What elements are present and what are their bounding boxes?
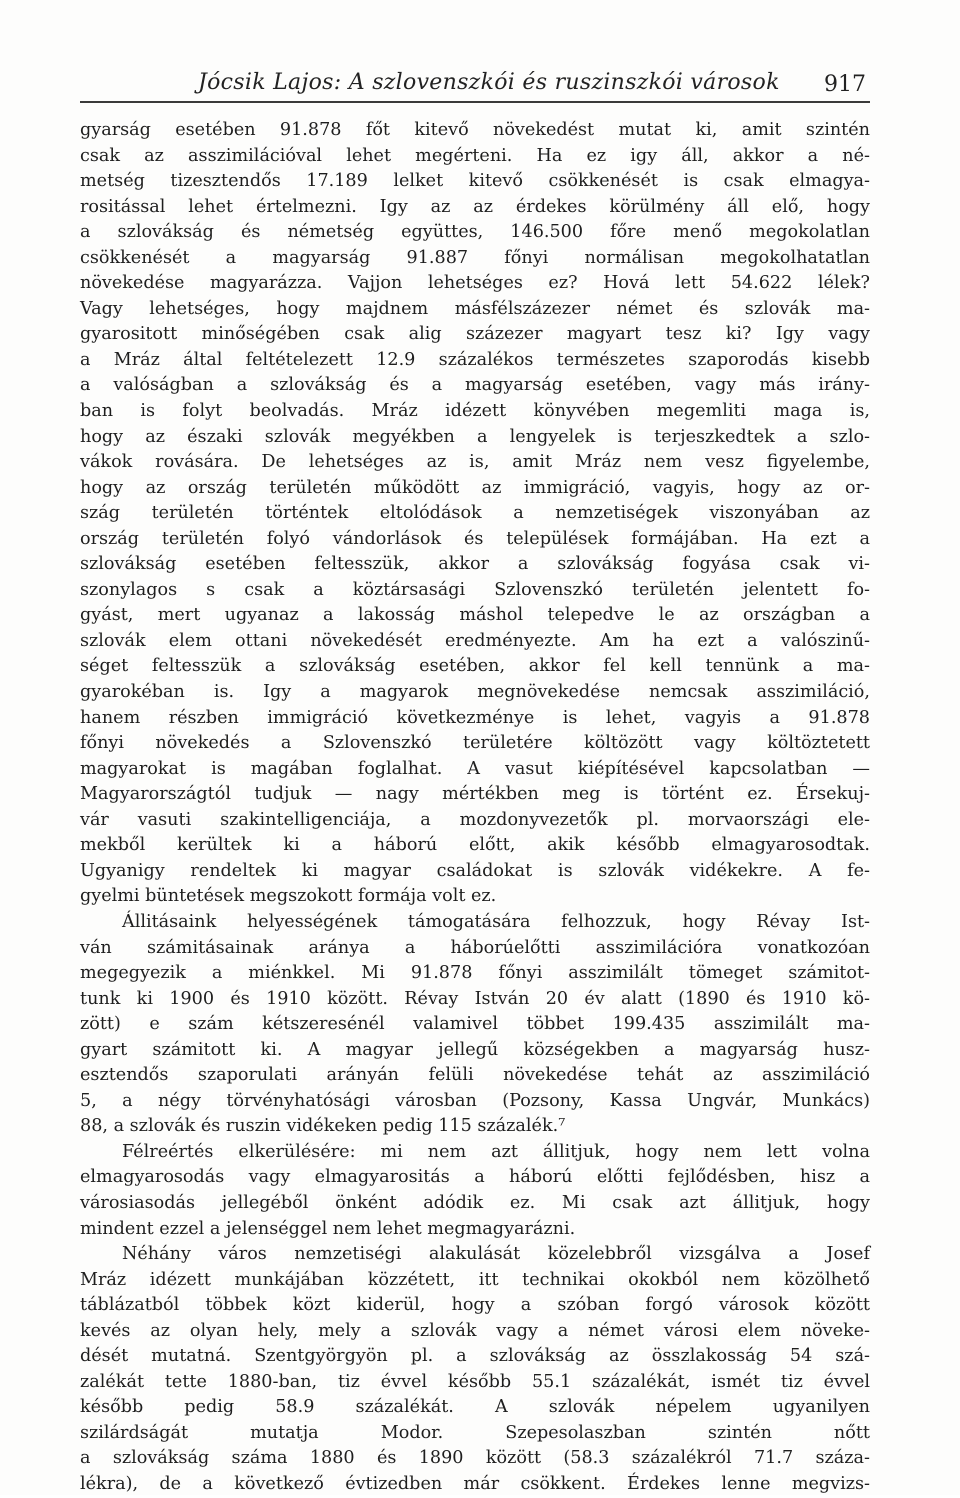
text-line: a szlovákság száma 1880 és 1890 között (58.3 százalékról 71.7 száza- bbox=[80, 1448, 870, 1469]
text-line: Állitásaink helyességének támogatására felhozzuk, hogy Révay Ist- bbox=[122, 911, 870, 932]
page-number: 917 bbox=[824, 72, 866, 97]
text-line: hogy az ország területén működött az immigráció, vagyis, hogy az or- bbox=[80, 477, 870, 498]
text-line: metség tizesztendős 17.189 lelket kitevő csökkenését is csak elmagya- bbox=[80, 171, 870, 192]
text-line: gyart számitott ki. A magyar jellegű községekben a magyarság husz- bbox=[80, 1039, 870, 1060]
text-line: szág területén történtek eltolódások a nemzetiségek viszonyában az bbox=[80, 503, 870, 524]
text-line: ván számitásainak aránya a háborúelőtti asszimilációra vonatkozóan bbox=[80, 937, 870, 958]
text-line: hanem részben immigráció következménye is lehet, vagyis a 91.878 bbox=[80, 707, 870, 728]
text-line: ország területén folyó vándorlások és települések formájában. Ha ezt a bbox=[80, 528, 870, 549]
text-line: szonylagos s csak a köztársasági Szlovenszkó területén jelentett fo- bbox=[80, 579, 870, 600]
text-line: megegyezik a miénkkel. Mi 91.878 főnyi asszimilált tömeget számitot- bbox=[80, 963, 870, 984]
text-line: esztendős szaporulati arányán felüli növekedése tehát az asszimiláció bbox=[80, 1065, 870, 1086]
header-rule bbox=[80, 101, 870, 103]
text-line: ban is folyt beolvadás. Mráz idézett könyvében megemliti maga is, bbox=[80, 401, 870, 422]
text-line: gyást, mert ugyanaz a lakosság máshol telepedve le az országban a bbox=[80, 605, 870, 626]
text-line: zalékát tette 1880-ban, tiz évvel később 55.1 százalékát, ismét tiz évvel bbox=[80, 1371, 870, 1392]
text-line: magyarokat is magában foglalhat. A vasut kiépítésével kapcsolatban — bbox=[80, 758, 870, 779]
running-head bbox=[80, 68, 870, 102]
text-line: rositással lehet értelmezni. Igy az az érdekes körülmény áll elő, hogy bbox=[80, 196, 870, 217]
text-line: gyarositott minőségében csak alig százezer magyart tesz ki? Igy vagy bbox=[80, 324, 870, 345]
text-line: dését mutatná. Szentgyörgyön pl. a szlovákság az összlakosság 54 szá- bbox=[80, 1346, 870, 1367]
text-line: tunk ki 1900 és 1910 között. Révay István 20 év alatt (1890 és 1910 kö- bbox=[80, 988, 870, 1009]
text-line: csökkenését a magyarság 91.887 főnyi normálisan megokolhatatlan bbox=[80, 247, 870, 268]
text-line: a szlovákság és németség együttes, 146.500 főre menő megokolatlan bbox=[80, 222, 870, 243]
running-title: Jócsik Lajos: A szlovenszkói és ruszinszkói városok bbox=[198, 70, 780, 95]
text-line: Félreértés elkerülésére: mi nem azt állitjuk, hogy nem lett volna bbox=[122, 1141, 870, 1162]
text-line: növekedése magyarázza. Vajjon lehetséges ez? Hová lett 54.622 lélek? bbox=[80, 273, 870, 294]
text-line: szlovákság esetében feltesszük, akkor a szlovákság fogyása csak vi- bbox=[80, 554, 870, 575]
text-line: a Mráz által feltételezett 12.9 százalékos természetes szaporodás kisebb bbox=[80, 349, 870, 370]
text-line: hogy az északi szlovák megyékben a lengyelek is terjeszkedtek a szlo- bbox=[80, 426, 870, 447]
text-line: szilárdságát mutatja Modor. Szepesolaszban szintén nőtt bbox=[80, 1422, 870, 1443]
text-line: főnyi növekedés a Szlovenszkó területére költözött vagy költöztetett bbox=[80, 733, 870, 754]
text-line: Magyarországtól tudjuk — nagy mértékben meg is történt ez. Érsekuj- bbox=[80, 784, 870, 805]
text-line: városiasodás jellegéből önként adódik ez. Mi csak azt állitjuk, hogy bbox=[80, 1192, 870, 1213]
text-line: szlovák elem ottani növekedését eredményezte. Am ha ezt a valószinű- bbox=[80, 630, 870, 651]
text-line: zött) e szám kétszeresénél valamivel többet 199.435 asszimilált ma- bbox=[80, 1014, 870, 1035]
text-line: a valóságban a szlovákság és a magyarság esetében, vagy más irány- bbox=[80, 375, 870, 396]
text-line: táblázatból többek közt kiderül, hogy a szóban forgó városok között bbox=[80, 1295, 870, 1316]
text-line: Vagy lehetséges, hogy majdnem másfélszázezer német és szlovák ma- bbox=[80, 298, 870, 319]
text-line: gyarság esetében 91.878 főt kitevő növekedést mutat ki, amit szintén bbox=[80, 120, 870, 140]
body-text bbox=[80, 118, 870, 1498]
text-line: elmagyarosodás vagy elmagyarositás a háború előtti fejlődésben, hisz a bbox=[80, 1167, 870, 1188]
text-line: gyelmi büntetések megszokott formája volt ez. bbox=[80, 886, 497, 907]
text-line: vár vasuti szakintelligenciája, a mozdonyvezetők pl. morvaországi ele- bbox=[80, 809, 870, 830]
text-line: séget feltesszük a szlovákság esetében, akkor fel kell tennünk a ma- bbox=[80, 656, 870, 677]
text-line: vákok rovására. De lehetséges az is, amit Mráz nem vesz figyelembe, bbox=[80, 452, 870, 473]
text-line: 88, a szlovák és ruszin vidékeken pedig 115 százalék.⁷ bbox=[80, 1116, 566, 1137]
text-line: Mráz idézett munkájában közzétett, itt technikai okokból nem közölhető bbox=[80, 1269, 870, 1290]
text-line: lékra), de a következő évtizedben már csökkent. Érdekes lenne megvizs- bbox=[80, 1473, 870, 1494]
text-line: gyarokéban is. Igy a magyarok megnövekedése nemcsak asszimiláció, bbox=[80, 682, 870, 703]
text-line: 5, a négy törvényhatósági városban (Pozsony, Kassa Ungvár, Munkács) bbox=[80, 1090, 870, 1111]
text-line: kevés az olyan hely, mely a szlovák vagy a német városi elem növeke- bbox=[80, 1320, 870, 1341]
text-line: mekből kerültek ki a háború előtt, akik később elmagyarosodtak. bbox=[80, 835, 870, 856]
text-line: mindent ezzel a jelenséggel nem lehet megmagyarázni. bbox=[80, 1218, 576, 1239]
text-line: csak az asszimilációval lehet megérteni. Ha ez igy áll, akkor a né- bbox=[80, 145, 870, 166]
text-line: Néhány város nemzetiségi alakulását közelebbről vizsgálva a Josef bbox=[122, 1244, 870, 1265]
text-line: Ugyanigy rendeltek ki magyar családokat is szlovák vidékekre. A fe- bbox=[80, 860, 870, 881]
text-line: később pedig 58.9 százalékát. A szlovák népelem ugyanilyen bbox=[80, 1397, 870, 1418]
